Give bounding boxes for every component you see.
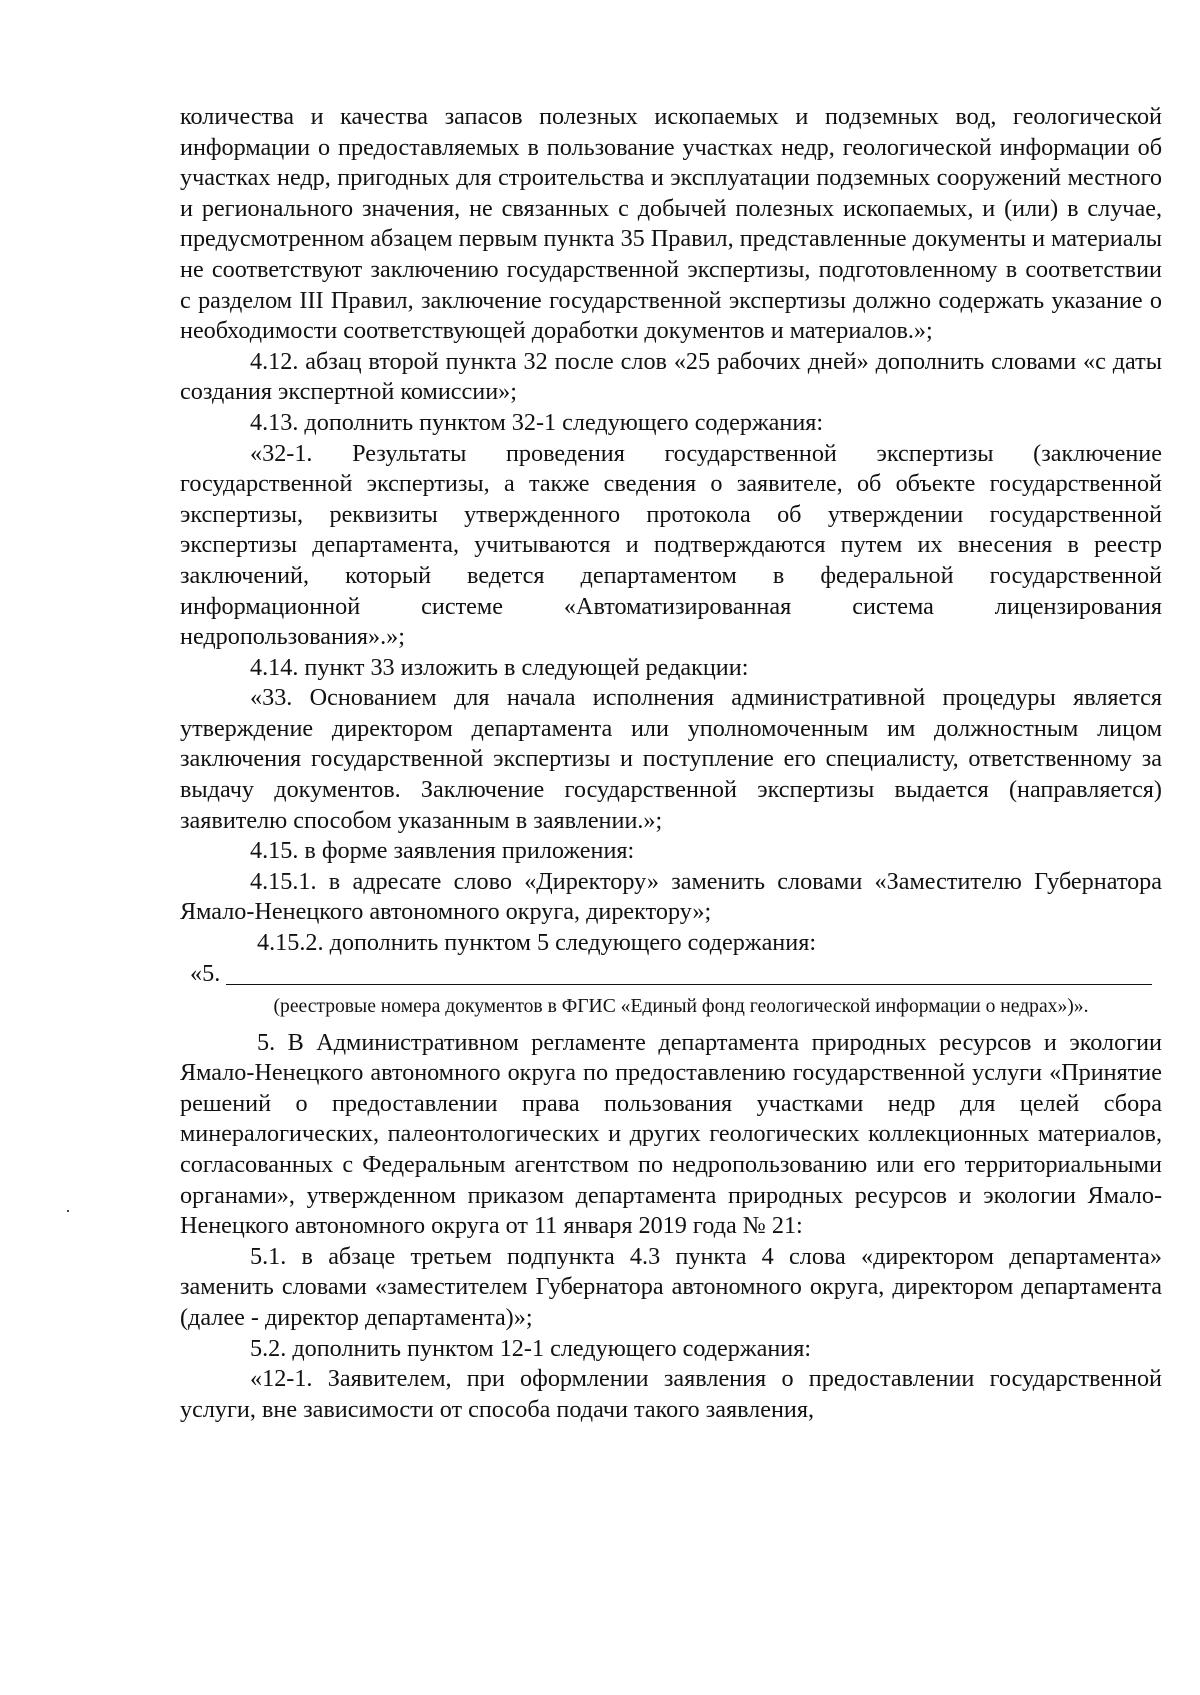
field-caption: (реестровые номера документов в ФГИС «Единый фонд геологической информации о недрах»)». <box>273 995 1089 1017</box>
fill-in-line <box>180 959 1162 990</box>
paragraph-5-1: 5.1. в абзаце третьем подпункта 4.3 пункта 4 слова «директором департамента» заменить словами «заместителем Губернатора автономного округа, директором департамента (далее - директор департамента)»; <box>180 1242 1162 1331</box>
underline-rule <box>226 984 1152 985</box>
paragraph-33: «33. Основанием для начала исполнения административной процедуры является утверждение директором департамента или уполномоченным им должностным лицом заключения государственной экспертизы и поступление его специалисту, ответственному за выдачу документов. Заключение государственной экспертизы выдается (направляется) заявителю способом указанным в заявлении.»; <box>180 684 1162 834</box>
paragraph-4-12: 4.12. абзац второй пункта 32 после слов «25 рабочих дней» дополнить словами «с даты создания экспертной комиссии»; <box>180 347 1162 406</box>
paragraph-4-15: 4.15. в форме заявления приложения: <box>250 837 635 865</box>
paragraph-4-13: 4.13. дополнить пунктом 32-1 следующего содержания: <box>250 408 824 436</box>
paragraph-5: 5. В Административном регламенте департамента природных ресурсов и экологии Ямало-Ненецкого автономного округа по предоставлению государственной услуги «Принятие решений о предоставлении права пользования участками недр для целей сбора минералогических, палеонтологических и других геологических коллекционных материалов, согласованных с Федеральным агентством по недропользованию или его территориальными органами», утвержденном приказом департамента природных ресурсов и экологии Ямало-Ненецкого автономного округа от 11 января 2019 года № 21: <box>180 1028 1162 1240</box>
scan-speck <box>67 1210 69 1212</box>
paragraph-4-14: 4.14. пункт 33 изложить в следующей редакции: <box>250 653 749 681</box>
document-body <box>180 102 1162 1425</box>
paragraph-continuation: количества и качества запасов полезных ископаемых и подземных вод, геологической информации о предоставляемых в пользование участках недр, геологической информации об участках недр, пригодных для строительства и эксплуатации подземных сооружений местного и регионального значения, не связанных с добычей полезных ископаемых, и (или) в случае, предусмотренном абзацем первым пункта 35 Правил, представленные документы и материалы не соответствуют заключению государственной экспертизы, подготовленному в соответствии с разделом III Правил, заключение государственной экспертизы должно содержать указание о необходимости соответствующей доработки документов и материалов.»; <box>180 103 1162 345</box>
paragraph-5-2: 5.2. дополнить пунктом 12-1 следующего содержания: <box>250 1334 812 1362</box>
paragraph-12-1: «12-1. Заявителем, при оформлении заявления о предоставлении государственной услуги, вне зависимости от способа подачи такого заявления, <box>180 1365 1162 1423</box>
fill-in-label: «5. <box>190 959 221 987</box>
paragraph-4-15-2: 4.15.2. дополнить пунктом 5 следующего содержания: <box>257 929 817 957</box>
paragraph-32-1: «32-1. Результаты проведения государственной экспертизы (заключение государственной экспертизы, а также сведения о заявителе, об объекте государственной экспертизы, реквизиты утвержденного протокола об утверждении государственной экспертизы департамента, учитываются и подтверждаются путем их внесения в реестр заключений, который ведется департаментом в федеральной государственной информационной системе «Автоматизированная система лицензирования недропользования».»; <box>180 439 1162 651</box>
paragraph-4-15-1: 4.15.1. в адресате слово «Директору» заменить словами «Заместителю Губернатора Ямало-Ненецкого автономного округа, директору»; <box>180 867 1162 926</box>
